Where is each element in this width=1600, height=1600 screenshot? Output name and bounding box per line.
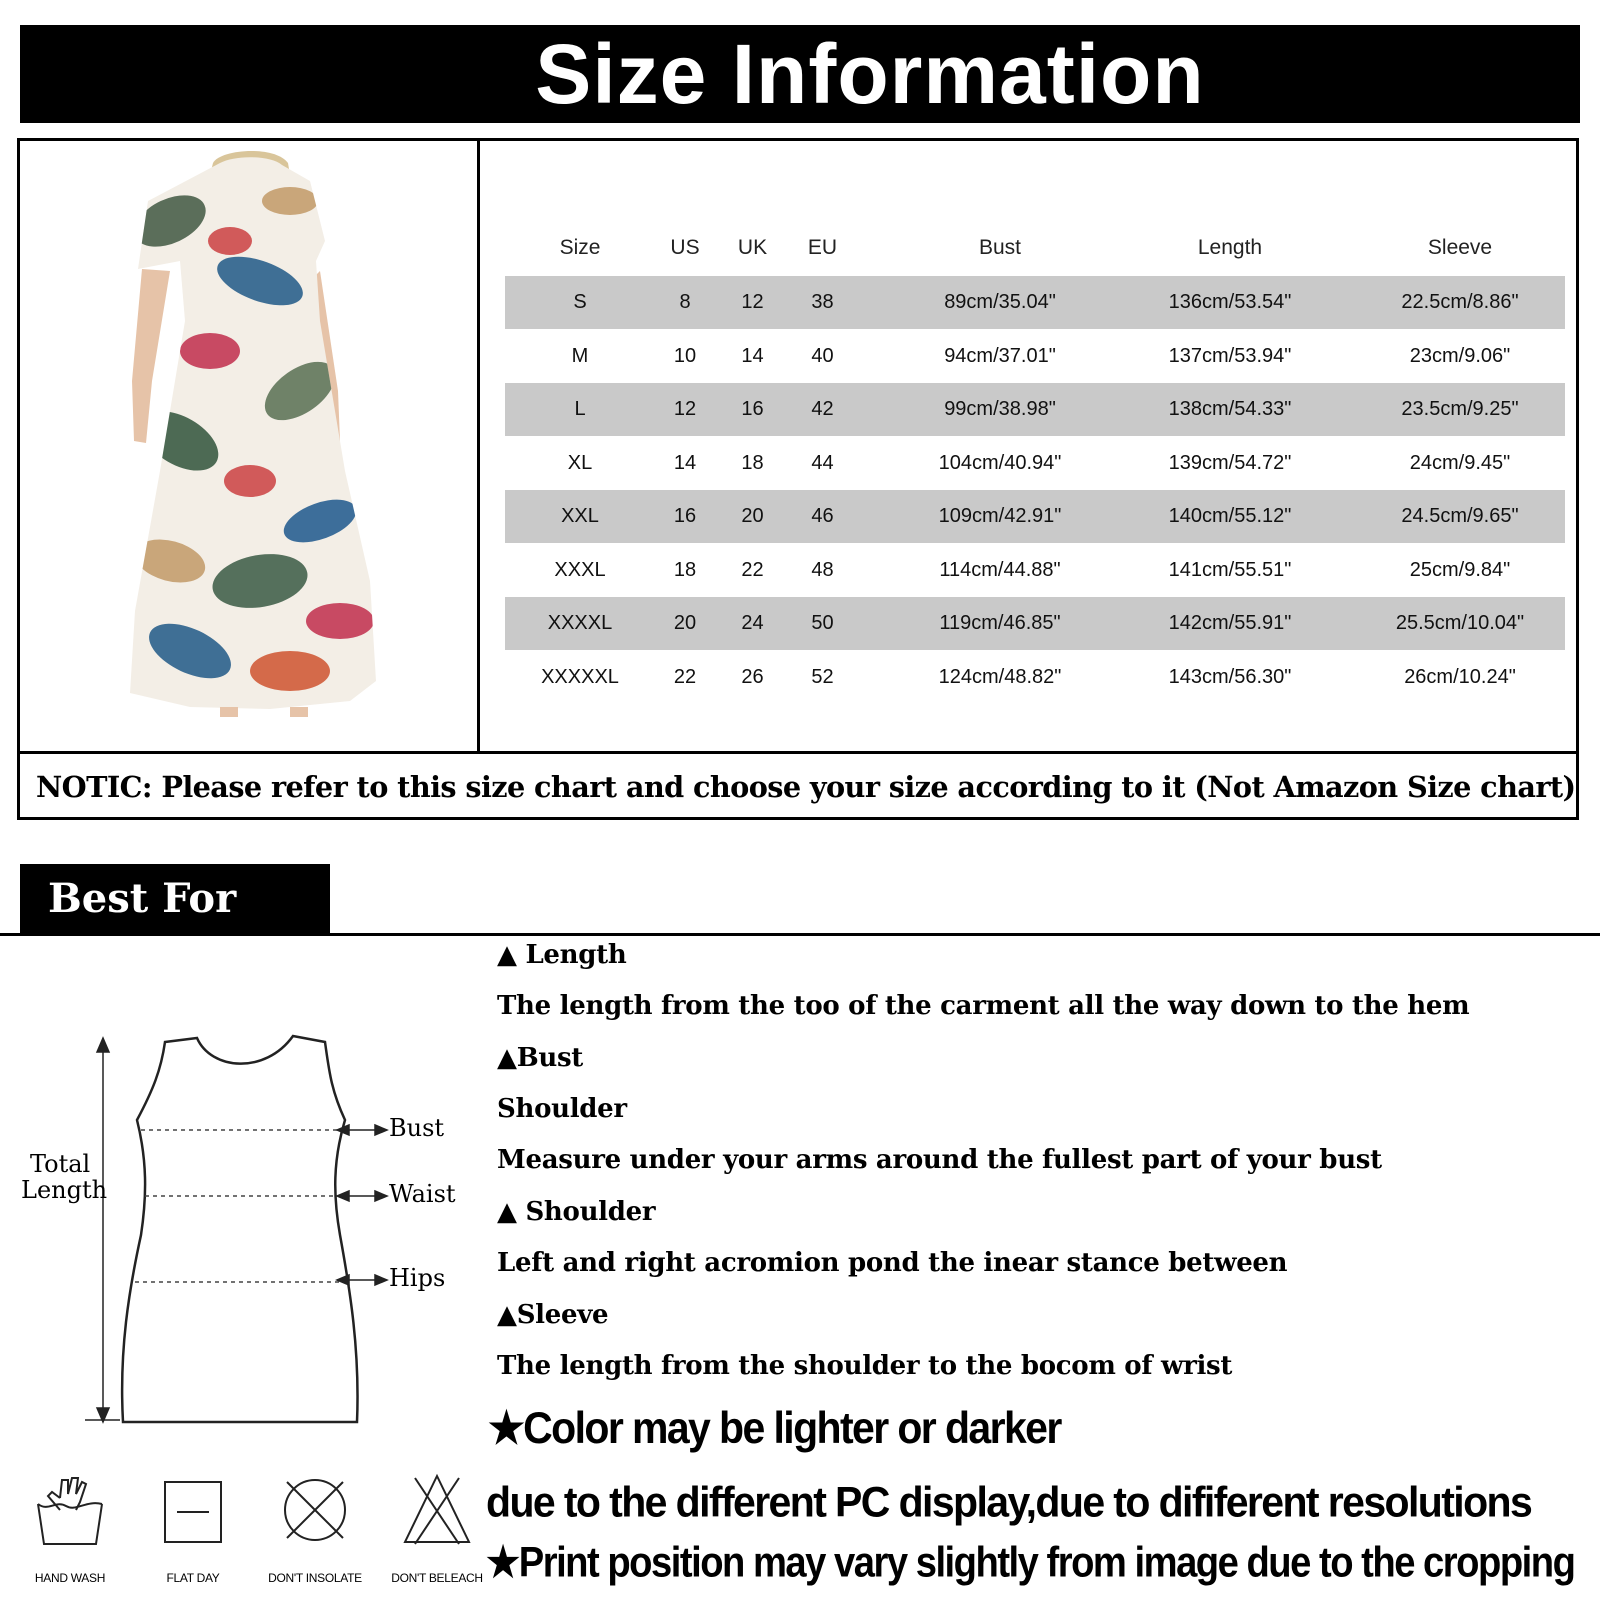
cell-uk: 24 [741, 612, 764, 634]
sleeve-text: The length from the shoulder to the bocom of wrist [497, 1351, 1233, 1381]
care-label: FLAT DAY [166, 1571, 220, 1585]
length-heading: ▲ Length [497, 940, 627, 970]
cell-bust: 124cm/48.82" [938, 665, 1062, 688]
cell-sleeve: 23cm/9.06" [1409, 344, 1511, 367]
table-header-row [505, 228, 1565, 268]
cell-bust: 109cm/42.91" [938, 505, 1062, 527]
cell-bust: 94cm/37.01" [944, 344, 1056, 367]
cell-eu: 40 [811, 344, 834, 367]
cell-eu: 42 [811, 398, 834, 420]
table-row [505, 276, 1565, 329]
header-bust: Bust [978, 236, 1022, 259]
diagram-label-bust: Bust [389, 1114, 445, 1142]
cell-eu: 48 [811, 558, 834, 581]
diagram-label-total: Total [30, 1150, 91, 1178]
header-uk: UK [737, 236, 768, 259]
table-row [505, 597, 1565, 650]
cell-length: 139cm/54.72" [1168, 451, 1292, 474]
cell-sleeve: 24.5cm/9.65" [1401, 505, 1519, 527]
page-title: Size Information [535, 27, 1205, 121]
cell-sleeve: 25cm/9.84" [1409, 558, 1511, 581]
header-sleeve: Sleeve [1427, 236, 1493, 259]
care-label: DON'T BELEACH [391, 1571, 483, 1585]
bust-text: Measure under your arms around the fullest part of your bust [497, 1145, 1382, 1175]
length-text: The length from the too of the carment all the way down to the hem [497, 991, 1470, 1021]
care-do-not-bleach [382, 1470, 492, 1600]
cell-size: XXXXL [547, 612, 613, 634]
bust-heading: ▲Bust [497, 1043, 584, 1073]
flat-dry-icon [153, 1470, 233, 1550]
cell-uk: 26 [741, 665, 764, 688]
cell-uk: 18 [741, 451, 764, 474]
cell-uk: 14 [741, 344, 764, 367]
cell-eu: 52 [811, 665, 834, 688]
care-label: HAND WASH [34, 1571, 106, 1585]
size-chart-box [17, 138, 1579, 820]
cell-length: 136cm/53.54" [1168, 291, 1292, 313]
do-not-insolate-icon [275, 1470, 355, 1550]
cell-us: 18 [673, 558, 697, 581]
cell-size: L [574, 398, 586, 420]
cell-us: 10 [673, 344, 697, 367]
table-row [505, 437, 1565, 490]
cell-size: XL [567, 451, 593, 474]
table-row [505, 330, 1565, 383]
table-row [505, 544, 1565, 597]
best-for-you-tab [20, 864, 330, 992]
measurement-diagram [15, 1030, 475, 1430]
care-hand-wash [15, 1470, 125, 1600]
cell-size: XXXXXL [541, 665, 619, 688]
cell-uk: 22 [741, 558, 764, 581]
cell-size: S [573, 291, 587, 313]
care-label: DON'T INSOLATE [268, 1571, 362, 1585]
cell-eu: 38 [811, 291, 834, 313]
title-banner [20, 25, 1580, 123]
cell-length: 141cm/55.51" [1168, 558, 1292, 581]
cell-uk: 16 [741, 398, 764, 420]
cell-size: XXL [561, 505, 599, 527]
header-length: Length [1197, 236, 1263, 259]
hand-wash-icon [30, 1470, 110, 1550]
cell-bust: 119cm/46.85" [939, 612, 1061, 634]
notice-bar [20, 751, 1576, 817]
cell-bust: 99cm/38.98" [944, 398, 1056, 420]
care-do-not-insolate [260, 1470, 370, 1600]
bust-subheading: Shoulder [497, 1094, 627, 1124]
cell-length: 137cm/53.94" [1168, 344, 1292, 367]
sleeve-heading: ▲Sleeve [497, 1300, 609, 1330]
dress-photo [20, 141, 477, 751]
cell-eu: 46 [811, 505, 834, 527]
cell-sleeve: 25.5cm/10.04" [1395, 612, 1525, 634]
cell-eu: 44 [811, 451, 834, 474]
size-table [480, 141, 1576, 751]
cell-length: 140cm/55.12" [1168, 505, 1292, 527]
diagram-label-length: Length [21, 1176, 108, 1204]
cell-length: 143cm/56.30" [1168, 665, 1292, 688]
product-photo-cell [20, 141, 480, 751]
notice-text: NOTIC: Please refer to this size chart and choose your size according to it (Not Amazon Size chart) [36, 770, 1576, 804]
cell-bust: 114cm/44.88" [939, 558, 1061, 581]
cell-size: M [571, 344, 589, 367]
table-row [505, 651, 1565, 704]
cell-eu: 50 [811, 612, 834, 634]
cell-uk: 12 [741, 291, 764, 313]
cell-sleeve: 24cm/9.45" [1409, 451, 1511, 474]
cell-us: 20 [673, 612, 697, 634]
dress-outline-icon [15, 1030, 475, 1430]
cell-length: 138cm/54.33" [1168, 398, 1292, 420]
cell-us: 8 [679, 291, 691, 313]
table-row [505, 383, 1565, 436]
do-not-bleach-icon [397, 1470, 477, 1550]
cell-sleeve: 23.5cm/9.25" [1401, 398, 1519, 420]
cell-uk: 20 [741, 505, 764, 527]
color-note-line1: ★Color may be lighter or darker [488, 1403, 1061, 1453]
print-note: ★Print position may vary slightly from image due to the cropping [486, 1538, 1575, 1586]
cell-size: XXXL [554, 558, 606, 581]
shoulder-heading: ▲ Shoulder [497, 1197, 656, 1227]
section-divider [0, 933, 1600, 936]
cell-us: 12 [673, 398, 697, 420]
cell-length: 142cm/55.91" [1168, 612, 1292, 634]
cell-us: 22 [673, 665, 697, 688]
cell-bust: 104cm/40.94" [938, 451, 1062, 474]
color-note-line2: due to the different PC display,due to dififerent resolutions [486, 1478, 1532, 1526]
cell-us: 16 [673, 505, 697, 527]
diagram-label-waist: Waist [389, 1180, 456, 1208]
shoulder-text: Left and right acromion pond the inear stance between [497, 1248, 1288, 1278]
diagram-label-hips: Hips [389, 1264, 446, 1292]
header-us: US [670, 236, 700, 259]
header-eu: EU [807, 236, 838, 259]
header-size: Size [559, 236, 601, 259]
care-flat-dry [138, 1470, 248, 1600]
cell-sleeve: 22.5cm/8.86" [1401, 291, 1519, 313]
section-heading: Best For You [48, 875, 237, 992]
cell-us: 14 [673, 451, 697, 474]
cell-sleeve: 26cm/10.24" [1404, 665, 1516, 688]
cell-bust: 89cm/35.04" [944, 291, 1056, 313]
table-row [505, 490, 1565, 543]
